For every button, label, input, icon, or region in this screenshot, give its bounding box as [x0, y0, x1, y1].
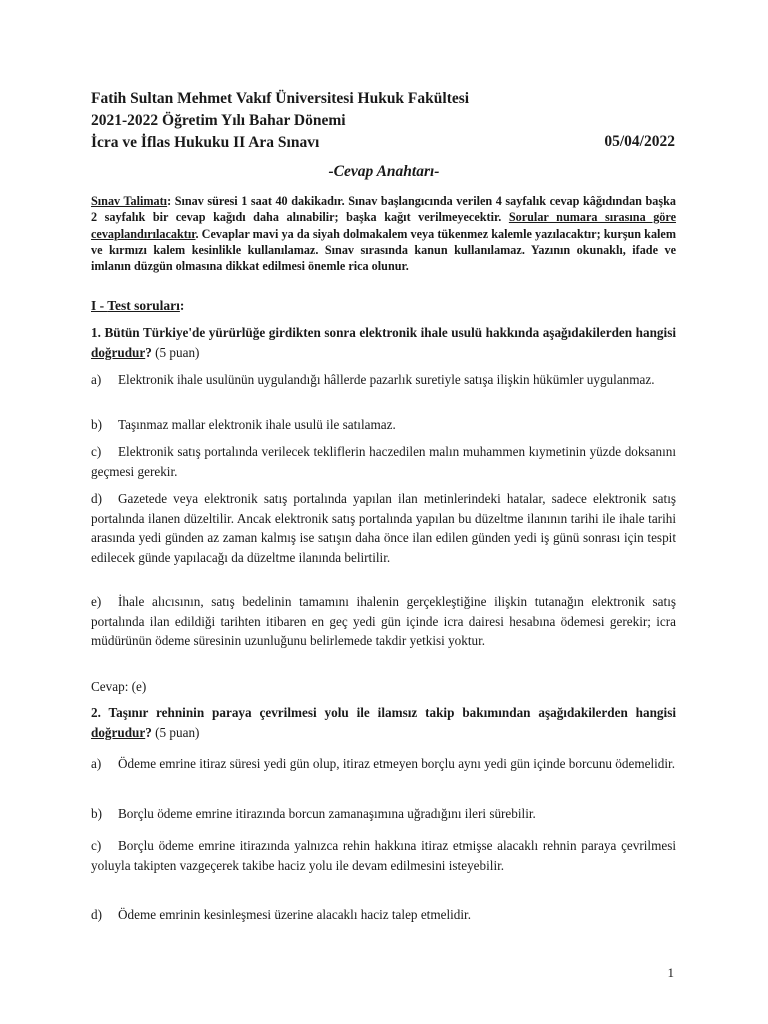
question-1 — [91, 323, 676, 362]
option-label: a) — [91, 756, 102, 771]
q2-option-d — [91, 905, 676, 925]
instructions-text-1: : Sınav süresi 1 saat 40 dakikadır. Sınav başlangıcında verilen 4 sayfalık cevap kâğıdından başka 2 sayfalık bir cevap kağıdı daha alınabilir; başka kağıt verilmeyecektir. — [91, 194, 676, 225]
section-title: Test soruları — [107, 298, 180, 313]
q1-option-d — [91, 489, 676, 567]
section-heading — [91, 298, 184, 314]
q1-option-a — [91, 370, 676, 390]
option-text: Taşınmaz mallar elektronik ihale usulü ile satılamaz. — [118, 417, 396, 432]
option-text: Elektronik satış portalında verilecek tekliflerin haczedilen malın muhammen kıymetinin yüzde doksanını geçmesi gerekir. — [91, 444, 676, 479]
option-label: c) — [91, 444, 102, 459]
question-1-key: doğrudur — [91, 344, 146, 360]
question-2-key: doğrudur — [91, 724, 146, 740]
option-label: a) — [91, 372, 102, 387]
option-text: Borçlu ödeme emrine itirazında borcun zamanaşımına uğradığını ileri sürebilir. — [118, 806, 536, 821]
exam-instructions — [91, 193, 676, 274]
option-label: e) — [91, 594, 102, 609]
option-label: c) — [91, 838, 102, 853]
instructions-underlined: Sorular numara sırasına göre cevaplandırılacaktır — [91, 210, 677, 241]
option-label: b) — [91, 806, 102, 821]
instructions-text-2: . Cevaplar mavi ya da siyah dolmakalem veya tükenmez kalemle yazılacaktır; kurşun kalem ve kırmızı kalem kesinlikle kullanılamaz. Sınav sırasında kanun kullanılamaz. Yazının okunaklı, ifade ve imlanın düzgün olmasına dikkat edilmesi önemle rica olunur. — [91, 226, 676, 274]
option-text: Ödeme emrine itiraz süresi yedi gün olup, itiraz etmeyen borçlu aynı yedi gün içinde borcunu ödemelidir. — [118, 756, 676, 771]
q2-option-c — [91, 836, 676, 875]
question-2-points: (5 puan) — [151, 724, 200, 740]
q2-option-a — [91, 754, 676, 774]
page-number: 1 — [667, 965, 674, 980]
question-2-mark: ? — [145, 724, 152, 740]
option-label: d) — [91, 907, 102, 922]
option-label: d) — [91, 491, 102, 506]
section-suffix: : — [179, 298, 185, 313]
answer-key-subtitle: -Cevap Anahtarı- — [328, 163, 440, 180]
option-label: b) — [91, 417, 102, 432]
question-1-points: (5 puan) — [151, 344, 200, 360]
question-2 — [91, 703, 676, 742]
exam-title: İcra ve İflas Hukuku II Ara Sınavı — [91, 134, 320, 151]
q1-option-e — [91, 592, 676, 651]
question-1-mark: ? — [145, 344, 152, 360]
instructions-label: Sınav Talimatı — [91, 194, 168, 208]
q1-option-c — [91, 442, 676, 481]
option-text: Elektronik ihale usulünün uygulandığı hâllerde pazarlık suretiyle satışa ilişkin hükümler uygulanmaz. — [118, 372, 655, 387]
option-text: Gazetede veya elektronik satış portalında yapılan ilan metinlerindeki hatalar, sadece elektronik satış portalında ilanen düzeltilir. Ancak elektronik satış portalında yapılan bu düzeltme ilanının tarihi ile ihale tarihi arasında yedi günden az zaman kalmış ise satışın daha önce ilan edilen günden yedi iş günü sonrası için tespit edilecek günde yapılacağı da düzeltme ilanında belirtilir. — [91, 491, 676, 565]
q2-option-b — [91, 804, 676, 824]
exam-date: 05/04/2022 — [604, 133, 675, 150]
q1-option-b — [91, 415, 676, 435]
option-text: Ödeme emrinin kesinleşmesi üzerine alacaklı haciz talep etmelidir. — [118, 907, 471, 922]
question-1-stem: 1. Bütün Türkiye'de yürürlüğe girdikten sonra elektronik ihale usulü hakkında aşağıdakilerden hangisi — [91, 325, 676, 340]
question-2-stem: 2. Taşınır rehninin paraya çevrilmesi yolu ile ilamsız takip bakımından aşağıdakilerden hangisi — [91, 705, 676, 720]
section-prefix: I - — [91, 298, 108, 313]
term-title: 2021-2022 Öğretim Yılı Bahar Dönemi — [91, 112, 346, 129]
option-text: Borçlu ödeme emrine itirazında yalnızca rehin hakkına itiraz etmişse alacaklı rehnin paraya çevrilmesi yoluyla takipten vazgeçerek takibe haciz yolu ile devam edilmesini isteyebilir. — [91, 838, 676, 873]
question-1-answer: Cevap: (e) — [91, 679, 147, 694]
option-text: İhale alıcısının, satış bedelinin tamamını ihalenin gerçekleştiğine ilişkin tutanağın elektronik satış portalında ilan edildiği tarihten itibaren en geç yedi gün içinde icra dairesi hesabına ödemesi gerekir; icra müdürünün ödeme süresinin uzunluğunu belirlemede takdir yetkisi yoktur. — [91, 594, 676, 648]
university-title: Fatih Sultan Mehmet Vakıf Üniversitesi Hukuk Fakültesi — [91, 90, 470, 107]
